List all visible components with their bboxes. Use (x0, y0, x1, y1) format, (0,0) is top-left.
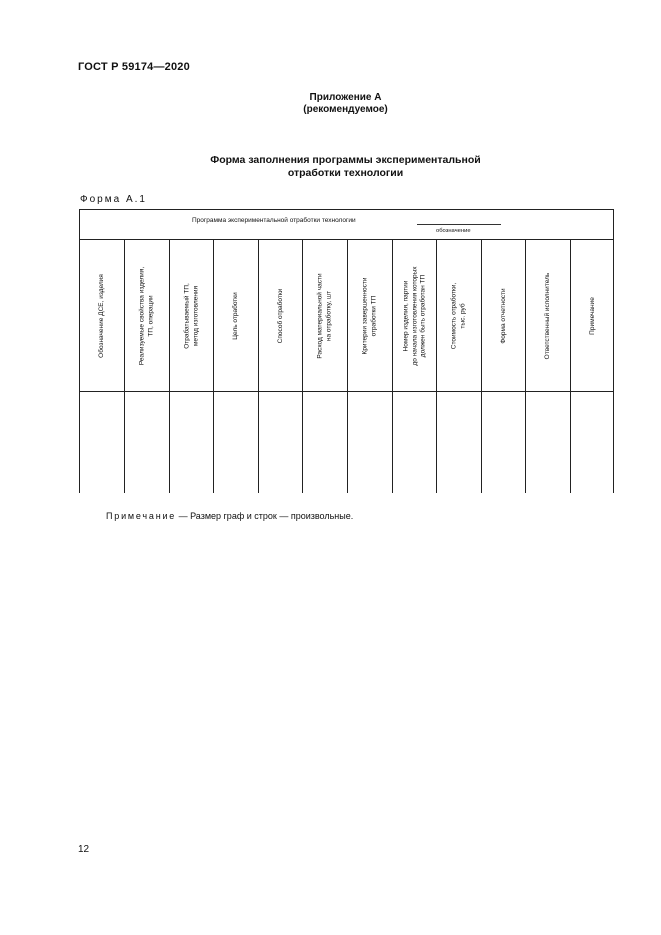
body-cell (437, 392, 482, 493)
body-cell (214, 392, 259, 493)
table-body-row (80, 392, 613, 493)
program-table (79, 209, 614, 493)
col-header-text: Форма отчетности (499, 287, 507, 344)
body-cell (348, 392, 393, 493)
body-cell (125, 392, 170, 493)
body-cell (303, 392, 348, 493)
form-title (0, 154, 661, 179)
note-text: — Размер граф и строк — произвольные. (176, 511, 354, 521)
col-header-text: ТП, операции (147, 294, 154, 337)
appendix-subtitle: (рекомендуемое) (303, 104, 388, 115)
col-header-batch-number (393, 240, 437, 391)
col-header-text: Расход материальной части (316, 272, 324, 359)
form-label: Форма А.1 (80, 194, 147, 205)
body-cell (571, 392, 614, 493)
col-header-text: Критерии завершенности (361, 277, 369, 354)
page-number: 12 (78, 844, 90, 855)
col-header-cost (437, 240, 482, 391)
form-title-line2: отработки технологии (287, 166, 404, 179)
body-cell (80, 392, 125, 493)
body-cell (482, 392, 526, 493)
header-row (80, 240, 613, 392)
appendix-title: Приложение А (309, 92, 382, 103)
body-cell (393, 392, 437, 493)
col-header-text: Стоимость отработки, (450, 282, 458, 349)
col-header-text: Цель отработки (231, 291, 239, 340)
col-header-text: Реализуемые свойства изделия, (138, 266, 146, 365)
col-header-remark (571, 240, 614, 391)
col-header-report-form (482, 240, 526, 391)
note-label: Примечание (106, 511, 177, 521)
col-header-text: Номер изделия, партии (401, 280, 409, 351)
body-cell (259, 392, 303, 493)
form-title-line1: Форма заполнения программы экспериментальной (210, 154, 481, 166)
document-code: ГОСТ Р 59174—2020 (78, 61, 190, 73)
program-row (80, 210, 613, 240)
col-header-text: Ответственный исполнитель (543, 272, 551, 359)
col-header-criteria (348, 240, 393, 391)
col-header-text: должен быть отработан ТП (418, 274, 426, 357)
col-header-text: тыс. руб (459, 302, 466, 329)
program-sublabel: обозначение (436, 228, 471, 234)
col-header-text: Обозначение ДСЕ, изделия (97, 273, 105, 358)
appendix-heading (0, 92, 661, 116)
col-header-designation (80, 240, 125, 391)
col-header-process (170, 240, 214, 391)
designation-blank-line (417, 224, 501, 225)
col-header-responsible (526, 240, 571, 391)
col-header-goal (214, 240, 259, 391)
col-header-text: отработки ТП (370, 295, 377, 336)
body-cell (170, 392, 214, 493)
col-header-text: до начала изготовления которых (410, 265, 418, 366)
col-header-text: на отработку, шт (325, 290, 332, 341)
col-header-properties (125, 240, 170, 391)
program-label: Программа экспериментальной отработки технологии (192, 217, 356, 224)
note (106, 511, 353, 521)
col-header-text: метод изготовления (191, 285, 199, 346)
col-header-text: Способ отработки (276, 288, 284, 343)
col-header-text: Отрабатываемый ТП, (183, 282, 190, 349)
col-header-text: Примечание (588, 296, 596, 335)
col-header-consumption (303, 240, 348, 391)
col-header-method (259, 240, 303, 391)
body-cell (526, 392, 571, 493)
